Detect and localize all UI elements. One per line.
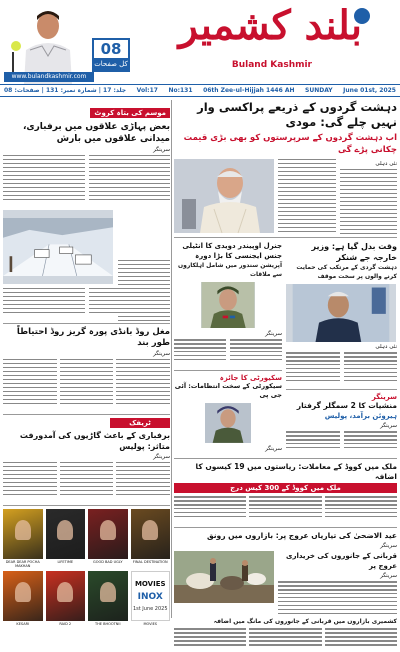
issue-info-bar	[0, 84, 400, 97]
jaishankar-story	[286, 241, 397, 455]
weather-kicker: موسم کی بتاہ کروٹ	[90, 108, 170, 118]
snow-road-photo	[3, 210, 113, 284]
movie-poster-image	[88, 509, 128, 559]
masthead-logo-english: Buland Kashmir	[231, 60, 312, 70]
road-dateline: سرینگر	[153, 351, 170, 357]
road-story	[3, 327, 170, 411]
smuggler-headline[interactable]: منشیات کا 2 سمگلر گرفتار	[296, 401, 397, 411]
poster-figure	[57, 582, 73, 602]
movie-poster-title: RAID 2	[59, 622, 72, 626]
movie-poster-title: FINAL DESTINATION	[132, 560, 168, 564]
movie-poster-image	[88, 571, 128, 621]
poster-figure	[57, 520, 73, 540]
eid-headline[interactable]: عید الاضحیٰ کی تیاریاں عروج پر: بازاروں میں رونق	[206, 531, 397, 541]
movie-poster-item[interactable]	[3, 571, 43, 626]
road-headline[interactable]: مغل روڈ بانڈی پورہ گریز روڈ احتیاطاً طور بند	[16, 327, 170, 348]
lead-subhead: اب دہشت گردوں کے سرپرستوں کو بھی بڑی قیمت چکانی پڑے گی	[183, 133, 397, 155]
right-column	[174, 100, 397, 626]
movie-poster-image	[131, 509, 171, 559]
army-chief-photo	[201, 282, 255, 328]
army-subhead: آپریشن سندور میں شامل اہلکاروں سے ملاقات	[177, 262, 282, 279]
movie-poster-image	[46, 571, 86, 621]
eid-dateline: سرینگر	[380, 543, 397, 550]
issue-date: June 01st, 2025	[343, 87, 396, 94]
weather-body-a	[3, 155, 85, 207]
page-label: کل صفحات	[94, 60, 128, 68]
release-date: 1st June 2025	[132, 606, 168, 612]
movie-poster-image	[3, 509, 43, 559]
poster-figure	[15, 582, 31, 602]
poster-figure	[15, 520, 31, 540]
cattle-subhead: کشمیری بازاروں میں قربانی کے جانوروں کی مانگ میں اضافہ	[213, 618, 397, 626]
smuggler-subhead: ہیروئن برآمد، پولیس	[324, 412, 397, 421]
lead-body-a	[278, 159, 336, 234]
smuggler-story	[286, 393, 397, 455]
issue-no: No:131	[168, 87, 193, 94]
igp-photo	[205, 403, 251, 443]
movie-poster-image	[46, 509, 86, 559]
movie-poster-item[interactable]	[46, 571, 86, 626]
movie-poster-item[interactable]	[88, 571, 128, 626]
weather-dateline: سرینگر	[153, 147, 170, 153]
cattle-body	[278, 581, 397, 614]
weather-side-text	[118, 260, 170, 321]
movie-poster-title: GOOD BAD UGLY	[92, 560, 123, 564]
army-story	[174, 241, 282, 455]
movie-poster-title: DEAR DEAR POCHA MAKHAN	[5, 560, 40, 568]
lead-headline[interactable]: دہشت گردوں کے ذریعے پراکسی وار نہیں چلے گی: مودی	[197, 100, 397, 129]
page-number: 08	[100, 40, 122, 58]
movie-poster-item[interactable]	[131, 571, 171, 626]
army-dateline: سرینگر	[265, 331, 282, 338]
security-dateline: سرینگر	[265, 446, 282, 453]
page-number-box	[92, 38, 130, 72]
traffic-story	[3, 418, 170, 502]
issue-vol: Vol:17	[136, 87, 158, 94]
movie-poster-image	[131, 571, 171, 621]
health-subhead: ملک میں کووڈ کے 300 کیس درج	[174, 483, 397, 493]
inox-brand: INOX	[137, 592, 163, 602]
cattle-headline[interactable]: قربانی کے جانوروں کی خریداری عروج پر	[286, 552, 397, 571]
movie-poster-title: THE BHOOTNII	[95, 622, 121, 626]
lead-body-b	[340, 169, 398, 234]
issue-hijri: 06th Zee-ul-Hijjah 1446 AH	[203, 87, 295, 94]
jaishankar-headline[interactable]: وقت بدل گیا ہے: وزیر خارجہ جے شنکر	[311, 242, 397, 263]
jaishankar-subhead: دہشت گردی کے مرتکب کی حمایت کرنے والوں پر سخت موقف	[296, 264, 397, 281]
eid-story	[174, 531, 397, 652]
poster-figure	[100, 582, 116, 602]
movie-section	[3, 509, 170, 626]
army-headline[interactable]: جنرل اوپیندر دویدی کا انٹیلی جنس ایجنسی کا بڑا دورہ	[182, 242, 282, 261]
traffic-headline[interactable]: برفباری کے باعث گاڑیوں کی آمدورفت متاثر: پولیس	[19, 431, 170, 451]
modi-photo	[174, 159, 274, 233]
security-story	[174, 374, 282, 452]
movie-poster-item[interactable]	[131, 509, 171, 568]
poster-figure	[100, 520, 116, 540]
cattle-market-photo	[174, 551, 274, 603]
traffic-kicker: ٹریفک	[110, 418, 170, 428]
weather-story	[3, 100, 170, 320]
movie-posters	[3, 509, 170, 626]
column-divider	[171, 100, 172, 618]
masthead	[0, 0, 400, 86]
lead-dateline: نئی دہلی	[375, 161, 397, 167]
weather-body-b	[89, 155, 171, 207]
left-column	[3, 100, 170, 626]
masthead-logo: بلند کشمیر	[178, 2, 362, 49]
poster-figure	[142, 520, 158, 540]
lead-story	[174, 100, 397, 234]
smuggler-dateline: سرینگر	[380, 423, 397, 430]
cattle-dateline: سرینگر	[380, 573, 397, 580]
movie-poster-item[interactable]	[88, 509, 128, 568]
security-headline[interactable]: سیکورٹی کے سخت انتظامات: آئی جی پی	[174, 382, 282, 400]
movie-poster-item[interactable]	[3, 509, 43, 568]
movie-poster-title: MOVIES	[143, 622, 158, 626]
inox-label: MOVIES	[134, 580, 166, 588]
movie-poster-item[interactable]	[46, 509, 86, 568]
movie-poster-image	[3, 571, 43, 621]
movie-poster-title: KESARI	[16, 622, 30, 626]
issue-day: SUNDAY	[305, 87, 333, 94]
movie-poster-title: LIFETIME	[57, 560, 74, 564]
website-label[interactable]: www.bulandkashmir.com	[4, 72, 94, 82]
health-story	[174, 462, 397, 524]
jaishankar-dateline: نئی دہلی	[375, 344, 397, 351]
weather-headline[interactable]: بعض پہاڑی علاقوں میں برفباری، میدانی علاقوں میں بارش	[22, 122, 170, 144]
traffic-dateline: سرینگر	[153, 454, 170, 460]
security-kicker: سکیورٹی کا جائزہ	[219, 374, 282, 383]
jaishankar-photo	[286, 284, 396, 342]
issue-urdu: جلد: 17 | شمارہ نمبر: 131 | صفحات: 08	[4, 87, 127, 94]
health-headline[interactable]: ملک میں کووڈ کے معاملات: ریاستوں میں 19 کیسوں کا اضافہ	[195, 462, 397, 482]
smuggler-kicker: سرینگر	[371, 393, 397, 402]
